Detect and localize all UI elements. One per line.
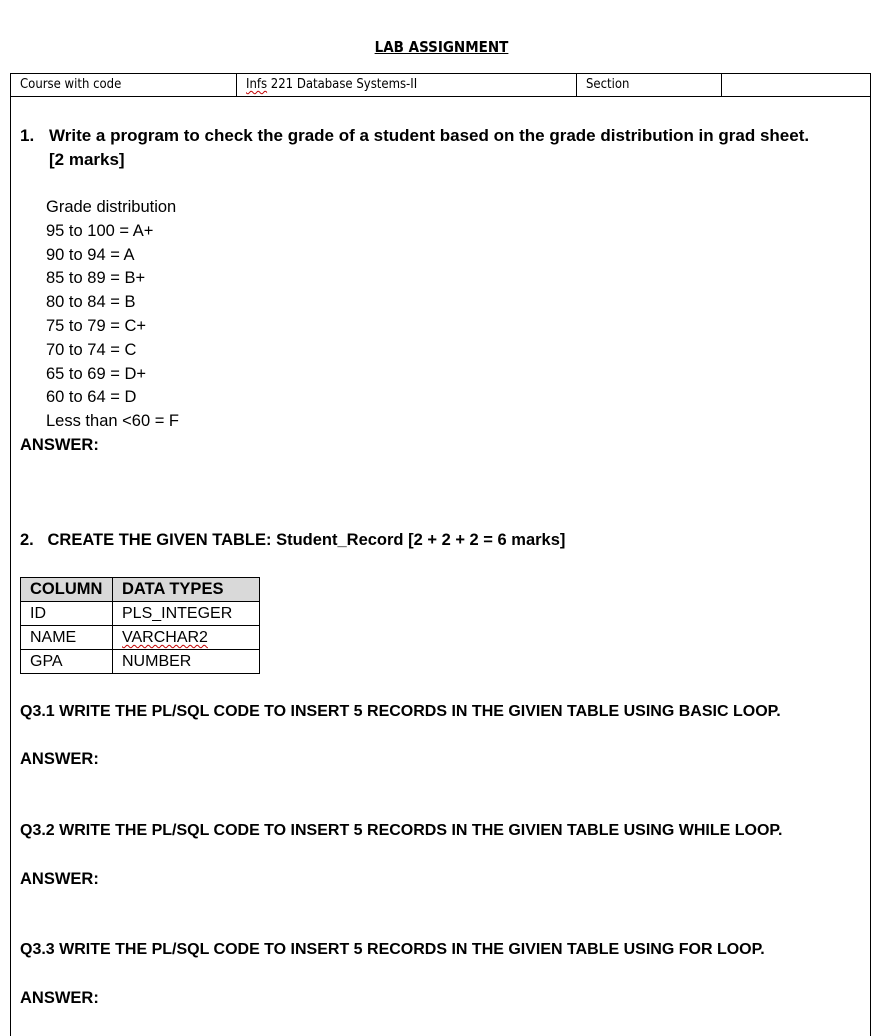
- grade-line: 80 to 84 = B: [46, 293, 136, 312]
- question-1-marks: [2 marks]: [49, 150, 125, 169]
- table-cell: [113, 626, 260, 650]
- question-1: [20, 124, 850, 172]
- column-header: DATA TYPES: [113, 578, 260, 602]
- table-cell: NAME: [21, 626, 113, 650]
- answer-label-q3-3: ANSWER:: [20, 989, 99, 1007]
- grade-heading: Grade distribution: [46, 198, 177, 216]
- question-3-1: Q3.1 WRITE THE PL/SQL CODE TO INSERT 5 RECORDS IN THE GIVIEN TABLE USING BASIC LOOP.: [20, 703, 781, 720]
- course-name: 221 Database Systems-II: [267, 77, 418, 92]
- grade-line: 85 to 89 = B+: [46, 269, 146, 288]
- page-title: LAB ASSIGNMENT: [374, 38, 509, 56]
- section-value[interactable]: [722, 74, 870, 96]
- table-cell: NUMBER: [113, 650, 260, 674]
- course-info-row: [10, 73, 871, 97]
- grade-distribution: [46, 196, 179, 434]
- grade-line: Less than <60 = F: [46, 412, 180, 431]
- question-3-2: Q3.2 WRITE THE PL/SQL CODE TO INSERT 5 RECORDS IN THE GIVIEN TABLE USING WHILE LOOP.: [20, 822, 783, 839]
- table-row: [21, 626, 260, 650]
- grade-line: 75 to 79 = C+: [46, 316, 146, 335]
- grade-line: 90 to 94 = A: [46, 245, 135, 264]
- table-row: [21, 650, 260, 674]
- course-label: Course with code: [11, 74, 237, 96]
- table-row: [21, 602, 260, 626]
- question-2-heading: 2. CREATE THE GIVEN TABLE: Student_Record [2 + 2 + 2 = 6 marks]: [20, 531, 566, 549]
- table-cell: GPA: [21, 650, 113, 674]
- course-value: [237, 74, 577, 96]
- table-cell: ID: [21, 602, 113, 626]
- answer-label-q3-1: ANSWER:: [20, 750, 99, 768]
- table-header-row: [21, 578, 260, 602]
- question-1-text: Write a program to check the grade of a student based on the grade distribution in grad sheet.: [49, 126, 810, 145]
- table-cell-text: VARCHAR2: [122, 629, 208, 646]
- section-label: Section: [577, 74, 722, 96]
- grade-line: 95 to 100 = A+: [46, 221, 154, 240]
- question-1-number: 1.: [20, 126, 35, 145]
- table-cell: PLS_INTEGER: [113, 602, 260, 626]
- answer-label-q3-2: ANSWER:: [20, 870, 99, 888]
- column-header: COLUMN: [21, 578, 113, 602]
- student-record-table: [20, 577, 260, 674]
- grade-line: 60 to 64 = D: [46, 388, 137, 407]
- course-abbr: Infs: [246, 77, 268, 92]
- question-3-3: Q3.3 WRITE THE PL/SQL CODE TO INSERT 5 RECORDS IN THE GIVIEN TABLE USING FOR LOOP.: [20, 941, 765, 958]
- grade-line: 70 to 74 = C: [46, 340, 137, 359]
- answer-label-q1: ANSWER:: [20, 436, 99, 454]
- grade-line: 65 to 69 = D+: [46, 364, 146, 383]
